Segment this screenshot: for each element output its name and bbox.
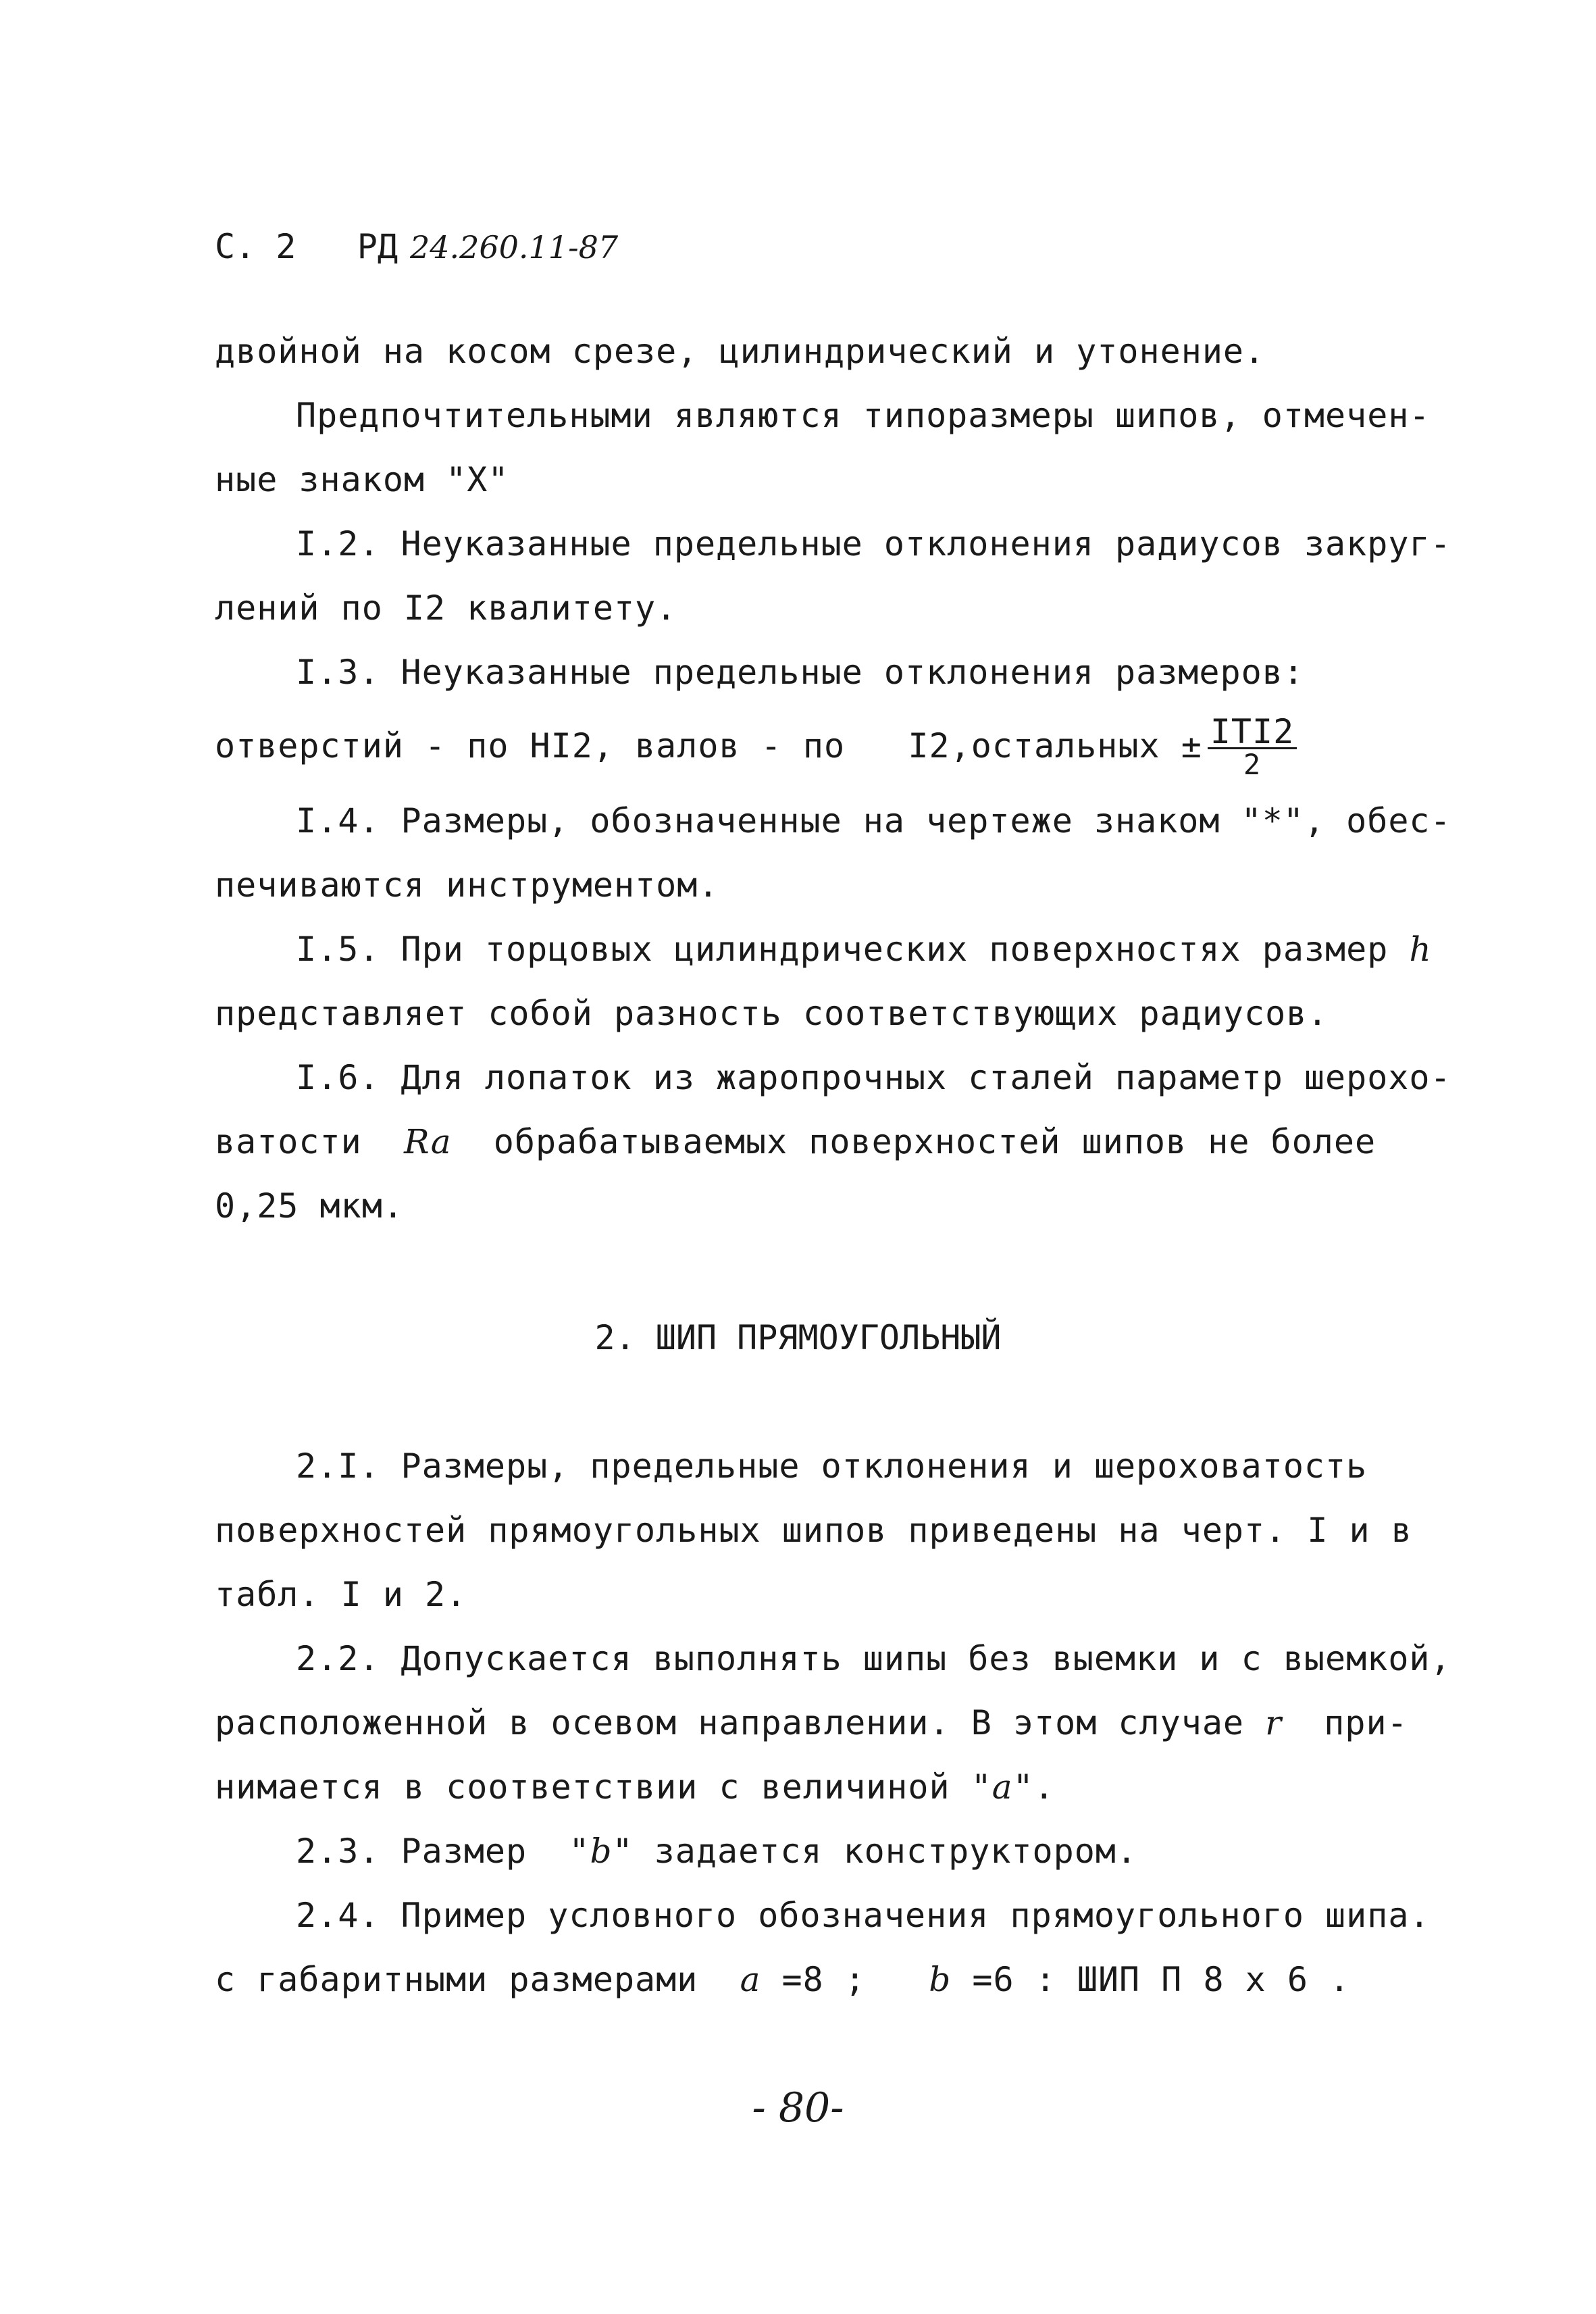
text-line xyxy=(215,1703,1408,1743)
text-line xyxy=(296,1831,1137,1871)
symbol-r: r xyxy=(1265,1703,1283,1742)
text-line: двойной на косом срезе, цилиндрический и утонение. xyxy=(215,332,1266,371)
text-line: I.2. Неуказанные предельные отклонения радиусов закруг- xyxy=(296,524,1451,563)
text-line: табл. I и 2. xyxy=(215,1575,467,1614)
text-segment: =8 ; xyxy=(761,1960,929,1999)
text-segment: расположенной в осевом направлении. В этом случае xyxy=(215,1703,1266,1742)
text-line: лений по I2 квалитету. xyxy=(215,588,677,628)
text-line: 2.I. Размеры, предельные отклонения и шероховатость xyxy=(296,1447,1368,1486)
text-line: представляет собой разность соответствующих радиусов. xyxy=(215,994,1329,1033)
symbol-b: b xyxy=(590,1832,613,1871)
text-line: печиваются инструментом. xyxy=(215,865,719,905)
section-heading: 2. ШИП ПРЯМОУГОЛЬНЫЙ xyxy=(594,1318,1002,1357)
text-line xyxy=(296,929,1432,970)
page-number: - 80- xyxy=(752,2084,844,2132)
text-line xyxy=(215,1959,1350,2000)
fraction-denominator: 2 xyxy=(1243,748,1262,781)
text-line: поверхностей прямоугольных шипов приведены на черт. I и в xyxy=(215,1511,1412,1550)
text-line: 2.2. Допускается выполнять шипы без выемки и с выемкой, xyxy=(296,1639,1451,1678)
text-line: Предпочтительными являются типоразмеры шипов, отмечен- xyxy=(296,396,1431,435)
text-segment: " задается конструктором. xyxy=(612,1832,1138,1871)
text-segment: 2.3. Размер " xyxy=(296,1832,590,1871)
text-line: ные знаком "X" xyxy=(215,460,509,499)
text-segment: =6 : ШИП П 8 x 6 . xyxy=(951,1960,1351,1999)
symbol-b: b xyxy=(929,1960,952,1999)
text-segment: при- xyxy=(1282,1703,1408,1742)
doc-code: РД xyxy=(357,227,398,266)
text-segment: ватости xyxy=(215,1122,404,1161)
fraction-numerator: IТI2 xyxy=(1208,716,1297,749)
text-line: I.3. Неуказанные предельные отклонения размеров: xyxy=(296,653,1304,692)
text-line xyxy=(215,1122,1376,1162)
text-segment: обрабатываемых поверхностей шипов не более xyxy=(451,1122,1376,1161)
text-line: 0,25 мкм. xyxy=(215,1186,404,1226)
page-header xyxy=(215,226,618,268)
text-line xyxy=(215,712,1297,781)
tolerance-fraction xyxy=(1208,712,1297,781)
text-line xyxy=(215,1767,1055,1807)
text-segment: отверстий - по HI2, валов - по I2,остальных ± xyxy=(215,726,1202,765)
text-segment: ". xyxy=(1012,1767,1055,1807)
page-prefix: С. 2 xyxy=(215,227,297,266)
text-line: I.6. Для лопаток из жаропрочных сталей параметр шерохо- xyxy=(296,1058,1451,1097)
text-segment: с габаритными размерами xyxy=(215,1960,740,1999)
text-line: I.4. Размеры, обозначенные на чертеже знаком "*", обес- xyxy=(296,801,1451,840)
text-segment: I.5. При торцовых цилиндрических поверхностях размер xyxy=(296,930,1410,969)
symbol-a: a xyxy=(992,1767,1013,1807)
symbol-h: h xyxy=(1409,930,1432,969)
text-segment: нимается в соответствии с величиной " xyxy=(215,1767,992,1807)
symbol-ra: Ra xyxy=(403,1122,452,1161)
doc-number: 24.260.11-87 xyxy=(409,229,619,266)
symbol-a: a xyxy=(740,1960,761,1999)
text-line: 2.4. Пример условного обозначения прямоугольного шипа. xyxy=(296,1896,1431,1935)
